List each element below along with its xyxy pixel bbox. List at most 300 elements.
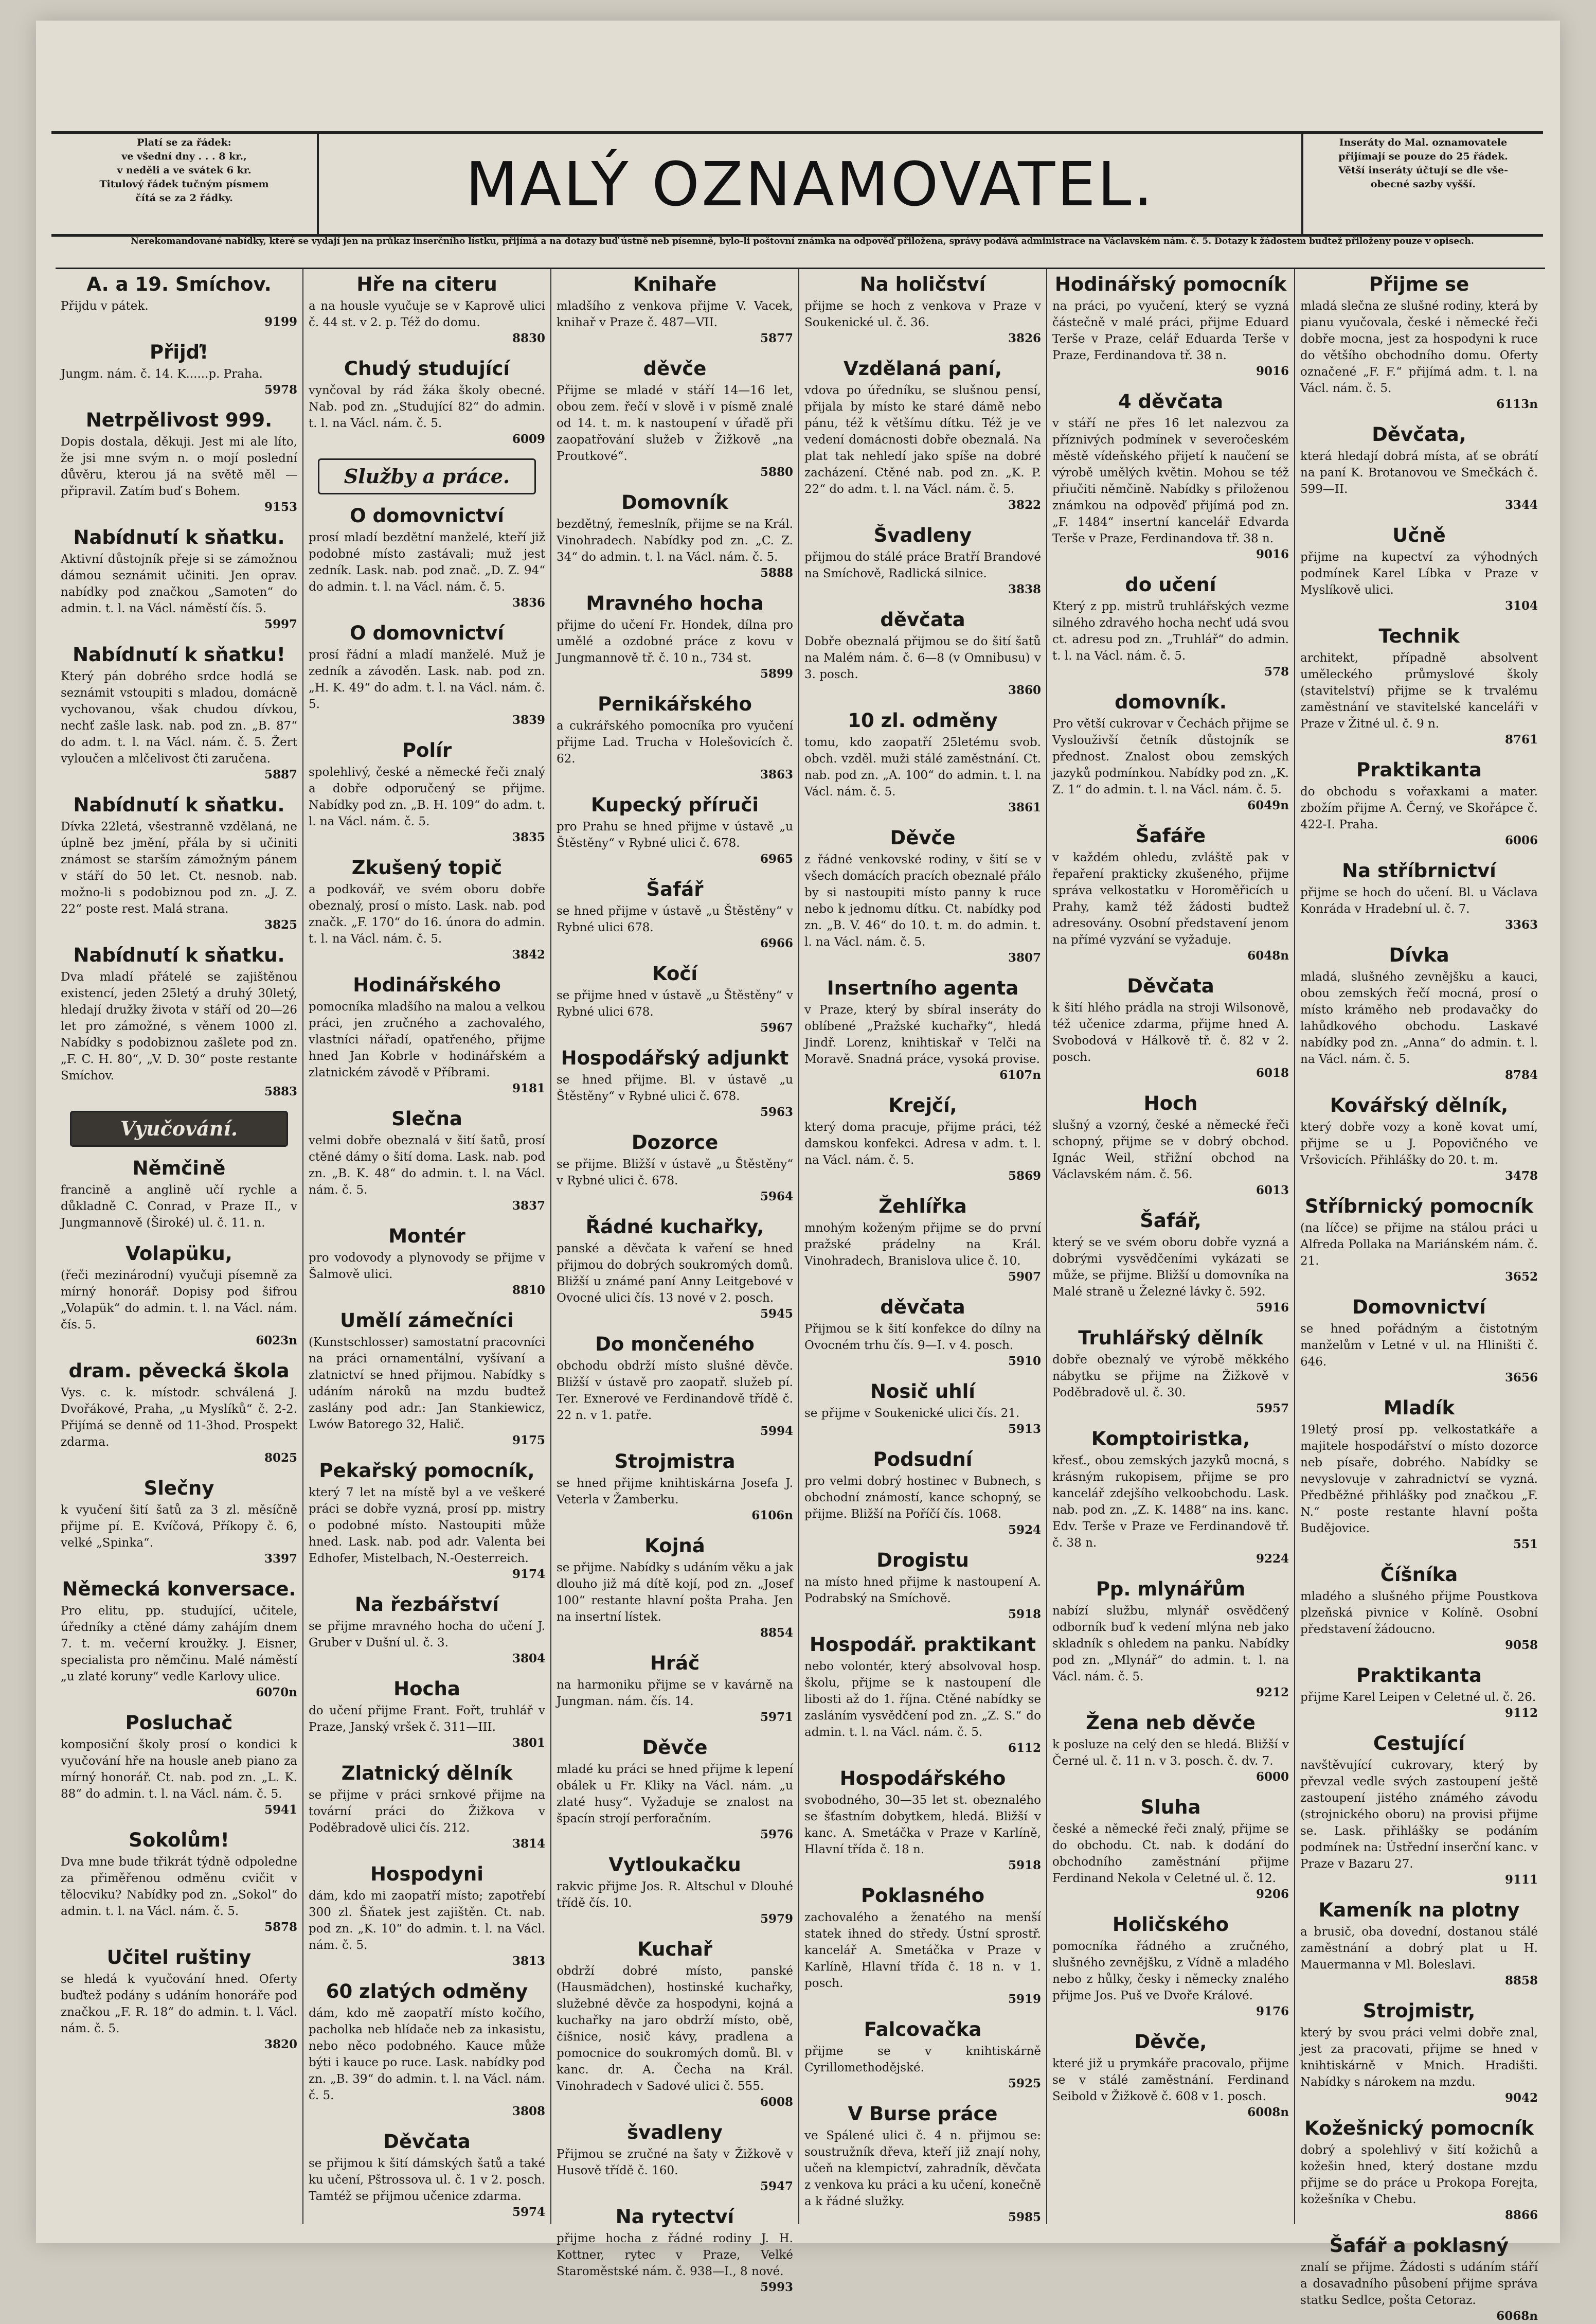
ad-title: Žena neb děvče xyxy=(1086,1712,1256,1734)
ad-number: 8830 xyxy=(512,331,545,345)
classified-ad xyxy=(61,409,297,515)
classified-ad xyxy=(309,2131,545,2220)
ad-number: 5976 xyxy=(760,1828,793,1841)
ad-number: 3652 xyxy=(1504,1270,1538,1284)
ad-number: 9111 xyxy=(1504,1873,1538,1887)
classified-ad xyxy=(1300,1732,1538,1888)
classified-ad xyxy=(557,592,793,682)
classified-ad xyxy=(61,273,297,330)
classified-ad xyxy=(309,1593,545,1666)
ad-body: se hned přijme knihtiskárna Josefa J. Veterla v Žamberku. xyxy=(557,1477,793,1506)
classified-ad xyxy=(1052,825,1289,964)
ad-number: 9175 xyxy=(512,1433,545,1447)
ad-body: se hned přijme. Bl. v ústavě „u Štěstěny“ v Rybné ulici č. 678. xyxy=(557,1073,793,1103)
ad-title: Děvčata xyxy=(383,2131,471,2153)
classified-columns xyxy=(56,268,1545,2323)
ad-column xyxy=(551,269,799,2294)
ad-title: Děvče xyxy=(890,827,956,849)
ad-body: který by svou práci velmi dobře znal, jest za pracovati, přijme se hned v knihtiskárně v Mnich. Hradišti. Nabídky s nárokem na mzdu. xyxy=(1300,2026,1538,2089)
classified-ad xyxy=(1300,1397,1538,1552)
ad-number: 5919 xyxy=(1008,1992,1041,2006)
ad-title: Kupecký příruči xyxy=(590,794,759,816)
ad-number: 6013 xyxy=(1256,1183,1289,1197)
ad-title: Praktikanta xyxy=(1356,1664,1482,1687)
classified-ad xyxy=(804,1549,1041,1622)
ad-body: se přijme mravného hocha do učení J. Gruber v Dušní ul. č. 3. xyxy=(309,1620,545,1649)
ad-body: se přijme v Soukenické ulici čís. 21. xyxy=(804,1407,1020,1420)
ad-body: mladá, slušného zevnějšku a kauci, obou zemských řečí mocná, prosí o místo kráměho neb prodavačky do lahůdkového obchodu. Laskavé nabídky pod zn. „Anna“ do admin. t. l. na Václ. nám. č. 5. xyxy=(1300,970,1538,1066)
ad-number: 3344 xyxy=(1504,498,1538,512)
ad-number: 5971 xyxy=(760,1710,793,1724)
classified-ad xyxy=(309,857,545,963)
ad-title: Vytloukačku xyxy=(608,1854,741,1876)
ad-number: 3363 xyxy=(1504,918,1538,932)
ad-title: Posluchač xyxy=(125,1712,233,1734)
ad-title: O domovnictví xyxy=(350,622,504,644)
ad-body: Který z pp. mistrů truhlářských vezme silného zdravého hocha nechť udá svou ct. adresu pod zn. „Truhlář“ do admin. t. l. na Václ. nám. č. 5. xyxy=(1052,600,1289,663)
ad-number: 9042 xyxy=(1504,2091,1538,2105)
ad-number: 9176 xyxy=(1256,2004,1289,2018)
ad-title: Nabídnutí k sňatku. xyxy=(73,944,285,966)
ad-body: se hned pořádným a čistotným manželům v Letné v ul. na Hliništi č. 646. xyxy=(1300,1322,1538,1369)
ad-number: 5994 xyxy=(760,1424,793,1438)
classified-ad xyxy=(557,1652,793,1725)
ad-title: Učitel ruštiny xyxy=(106,1946,252,1968)
ad-title: Mravného hocha xyxy=(586,592,764,614)
ad-number: 9174 xyxy=(512,1567,545,1581)
ad-body: mladá slečna ze slušné rodiny, která by pianu vyučovala, české i německé řeči dobře mocna, jest za hospodyni k ruce do většího obchodního domu. Oferty označené „F. F.“ přijímá adm. t. l. na Václ. nám. č. 5. xyxy=(1300,299,1538,395)
ad-number: 3807 xyxy=(1008,951,1041,965)
ad-title: Pernikářského xyxy=(598,693,752,715)
ad-title: děvčata xyxy=(880,1296,965,1318)
classified-ad xyxy=(61,944,297,1099)
classified-ad xyxy=(309,1678,545,1751)
ad-body: Dopis dostala, děkuji. Jest mi ale líto, že jsi mne svým n. o mojí poslední důvěru, kterou já na světě měl — připravil. Zatím buď s Bohem. xyxy=(61,435,297,498)
ad-title: Na stříbrnictví xyxy=(1342,860,1496,882)
ad-number: 9199 xyxy=(264,315,297,329)
ad-title: Krejčí, xyxy=(888,1094,957,1116)
ad-number: 3836 xyxy=(512,596,545,610)
ad-number: 6049n xyxy=(1247,799,1289,812)
ad-body: přijme na kupectví za výhodných podmínek Karel Líbka v Praze v Myslíkově ulici. xyxy=(1300,551,1538,597)
ad-title: 60 zlatých odměny xyxy=(326,1980,528,2002)
insertion-notice-box xyxy=(1301,134,1543,234)
classified-ad xyxy=(557,693,793,783)
classified-ad xyxy=(557,963,793,1036)
ad-number: 5918 xyxy=(1008,1607,1041,1621)
classified-ad xyxy=(61,1360,297,1466)
classified-ad xyxy=(557,2206,793,2295)
ad-number: 551 xyxy=(1513,1537,1538,1551)
ad-number: 5924 xyxy=(1008,1523,1041,1537)
classified-ad xyxy=(309,974,545,1096)
ad-body: mladé ku práci se hned přijme k lepení obálek u Fr. Kliky na Václ. nám. „u zlaté husy“. Vyžaduje se znalost na špacín strojí perforačním. xyxy=(557,1763,793,1825)
ad-body: (Kunstschlosser) samostatní pracovníci na práci ornamentální, vyšívaní a zlatnictví se hned přijmou. Nabídky s udáním nároků na mzdu budtež zaslány pod adr.: Jan Stankiewicz, Lwów Batorego 32, Halič. xyxy=(309,1336,545,1431)
classified-ad xyxy=(61,341,297,398)
classified-ad xyxy=(557,1736,793,1842)
ad-number: 9181 xyxy=(512,1081,545,1095)
ad-number: 5916 xyxy=(1256,1301,1289,1315)
administration-notice: Nerekomandované nabídky, které se vydají jen na průkaz inserčního lístku, přijímá a na dotazy buď ústně neb písemně, bylo-li poštovní známka na odpověď přiložena, správy podává administrace na Václavském nám. č. 5. Dotazy k žádostem budtež přiloženy pouze v opisech. xyxy=(131,236,1474,246)
ad-title: 10 zl. odměny xyxy=(848,709,998,732)
ad-number: 3820 xyxy=(264,2037,297,2051)
classified-ad xyxy=(309,1108,545,1214)
classified-ad xyxy=(1052,1428,1289,1567)
ad-title: Na holičství xyxy=(859,273,986,295)
ad-number: 9016 xyxy=(1256,547,1289,561)
classified-ad xyxy=(804,1885,1041,2007)
ad-title: Zlatnický dělník xyxy=(341,1762,513,1784)
ad-body: navštěvující cukrovary, který by převzal vedle svých zastoupení ještě zastoupení jistého známého závodu (strojnického oboru) na provisi přijme se. Lask. přihlášky se podáním podmínek na: Ústřední inserční kanc. v Praze v Bazaru 27. xyxy=(1300,1759,1538,1871)
ad-body: v každém ohledu, zvláště pak v řepaření prakticky zkušeného, přijme správa velkostatku v Horoměřicích u Prahy, kamž též žádosti budtež adresovány. Osobní představení jenom na přímé vyzvání se vyžaduje. xyxy=(1052,851,1289,947)
ad-body: pomocníka řádného a zručného, slušného zevnějšku, z Vídně a mladého nebo z hůlky, česky i německy znalého přijme Jos. Puš ve Dvoře Králové. xyxy=(1052,1940,1289,2002)
ad-title: Nabídnutí k sňatku! xyxy=(73,644,285,666)
ad-body: který dobře vozy a koně kovat umí, přijme se u J. Popovičného ve Vršovicích. Přihlášky do 20. t. m. xyxy=(1300,1121,1538,1167)
ad-body: Přijmou se zručné na šaty v Žižkově v Husově třídě č. 160. xyxy=(557,2148,793,2177)
ad-title: Kočí xyxy=(652,963,698,985)
ad-title: Řádné kuchařky, xyxy=(585,1216,764,1238)
ad-number: 5880 xyxy=(760,465,793,479)
ad-number: 3801 xyxy=(512,1736,545,1750)
ad-title: Přijme se xyxy=(1369,273,1469,295)
classified-ad xyxy=(309,739,545,845)
ad-body: tomu, kdo zaopatří 25letému svob. obch. vzděl. muži stálé zaměstnání. Ct. nab. pod zn. „A. 100“ do admin. t. l. na Václ. nám. č. 5. xyxy=(804,736,1041,799)
ad-body: a brusič, oba dovední, dostanou stálé zaměstnání a dobrý plat u H. Mauermanna v Ml. Boleslavi. xyxy=(1300,1925,1538,1972)
ad-number: 5963 xyxy=(760,1105,793,1119)
ad-title: Knihaře xyxy=(633,273,717,295)
classified-ad xyxy=(1300,524,1538,614)
ad-title: Kuchař xyxy=(637,1938,712,1960)
ad-title: Dozorce xyxy=(631,1131,719,1154)
ad-title: Hráč xyxy=(650,1652,700,1674)
ad-number: 5887 xyxy=(264,768,297,782)
ad-body: znalí se přijme. Žádosti s udáním stáří a dosavadního působení přijme správa statku Sedlce, pošta Cetoraz. xyxy=(1300,2261,1538,2307)
classified-ad xyxy=(1300,1296,1538,1386)
ad-number: 5941 xyxy=(264,1803,297,1817)
insertion-line: obecné sazby vyšší. xyxy=(1370,179,1476,190)
ad-number: 5878 xyxy=(264,1920,297,1934)
classified-ad xyxy=(1052,1712,1289,1785)
classified-ad xyxy=(309,358,545,447)
ad-title: Kameník na plotny xyxy=(1318,1899,1520,1921)
ad-number: 9206 xyxy=(1256,1887,1289,1901)
ad-title: Vzdělaná paní, xyxy=(843,358,1002,380)
ad-number: 5979 xyxy=(760,1912,793,1926)
page-title: MALÝ OZNAMOVATEL. xyxy=(465,148,1155,220)
ad-body: se hned přijme v ústavě „u Štěstěny“ v Rybné ulici 678. xyxy=(557,904,793,934)
ad-number: 3838 xyxy=(1008,582,1041,596)
ad-number: 6008 xyxy=(760,2095,793,2109)
ad-body: do učení přijme Frant. Fořt, truhlář v Praze, Janský vršek č. 311—III. xyxy=(309,1704,545,1734)
classified-ad xyxy=(1300,1664,1538,1721)
ad-body: Dva mladí přátelé se zajištěnou existencí, jeden 25letý a druhý 30letý, hledají družky života v stáří od 20—26 let pro zámožné, s věnem 1000 zl. Nabídky s podobiznou zašlete pod zn. „F. C. H. 80“, „V. D. 30“ poste restante Smíchov. xyxy=(61,970,297,1083)
ad-body: se přijme hned v ústavě „u Štěstěny“ v Rybné ulici 678. xyxy=(557,989,793,1019)
ad-number: 3861 xyxy=(1008,801,1041,814)
ad-title: Hodinářského xyxy=(353,974,501,996)
ad-number: 3822 xyxy=(1008,498,1041,512)
ad-body: přijme se v knihtiskárně Cyrillomethodějské. xyxy=(804,2045,1041,2074)
ad-title: 4 děvčata xyxy=(1118,391,1223,413)
classified-ad xyxy=(1300,2000,1538,2106)
ad-title: Domovnictví xyxy=(1352,1296,1486,1318)
ad-body: Přijmou se k šití konfekce do dílny na Ovocném trhu čís. 9—I. v 4. posch. xyxy=(804,1322,1041,1352)
ad-body: na místo hned přijme k nastoupení A. Podrabský na Smíchově. xyxy=(804,1575,1041,1605)
classified-ad xyxy=(1300,1094,1538,1184)
pricing-line: čítá se za 2 řádky. xyxy=(135,192,233,204)
ad-number: 3813 xyxy=(512,1954,545,1968)
ad-number: 9058 xyxy=(1504,1638,1538,1652)
classified-ad xyxy=(804,1448,1041,1538)
ad-body: spolehlivý, české a německé řeči znalý a dobře odporučený se přijme. Nabídky pod zn. „B. H. 109“ do adm. t. l. na Václ. nám. č. 5. xyxy=(309,766,545,828)
ad-body: Přijdu v pátek. xyxy=(61,299,149,313)
classified-ad xyxy=(61,1712,297,1818)
ad-title: Kojná xyxy=(644,1535,705,1557)
ad-body: velmi dobře obeznalá v šití šatů, prosí ctěné dámy o šití doma. Lask. nab. pod zn. „B. K. 48“ do admin. t. l. na Václ. nám. č. 5. xyxy=(309,1134,545,1197)
ad-title: Pekařský pomocník, xyxy=(319,1460,535,1482)
classified-ad xyxy=(804,2018,1041,2091)
classified-ad xyxy=(804,827,1041,966)
ad-title: Slečna xyxy=(391,1108,462,1130)
ad-number: 8810 xyxy=(512,1283,545,1297)
pricing-line: v neděli a ve svátek 6 kr. xyxy=(117,165,252,176)
ad-title: Chudý studující xyxy=(344,358,510,380)
classified-ad xyxy=(1052,691,1289,813)
classified-ad xyxy=(1300,759,1538,848)
classified-ad xyxy=(61,644,297,783)
ad-title: Insertního agenta xyxy=(827,977,1019,999)
ad-title: do učení xyxy=(1125,574,1216,596)
ad-title: Strojmistr, xyxy=(1362,2000,1476,2022)
classified-ad xyxy=(557,1535,793,1641)
ad-number: 5910 xyxy=(1008,1354,1041,1368)
classified-ad xyxy=(557,1047,793,1120)
classified-ad xyxy=(61,526,297,632)
ad-number: 3825 xyxy=(264,918,297,932)
classified-ad xyxy=(309,1309,545,1448)
ad-title: Šafáře xyxy=(1135,825,1206,847)
ad-number: 5907 xyxy=(1008,1270,1041,1284)
ad-body: dám, kdo mě zaopatří místo kočího, pacholka neb hlídače neb za inkasistu, nebo něco podobného. Kauce může býti i kauce po ruce. Lask. nabídky pod zn. „B. 39“ do admin. t. l. na Václ. nám. č. 5. xyxy=(309,2007,545,2102)
ad-body: se přijme. Bližší v ústavě „u Štěstěny“ v Rybné ulici č. 678. xyxy=(557,1158,793,1187)
ad-column xyxy=(1295,269,1543,2323)
ad-column xyxy=(799,269,1047,2224)
ad-number: 3842 xyxy=(512,948,545,962)
ad-body: zachovalého a ženatého na menší statek ihned do středy. Ústní sprostř. kancelář A. Smetáčka v Praze v Karlíně, Hlavní třída č. 18 n. v 1. posch. xyxy=(804,1911,1041,1990)
classified-ad xyxy=(1052,1327,1289,1416)
ad-title: Sluha xyxy=(1140,1796,1201,1818)
ad-body: dám, kdo mi zaopatří místo; zapotřebí 300 zl. Šňatek jest zajištěn. Ct. nab. pod zn. „K. 10“ do admin. t. l. na Václ. nám. č. 5. xyxy=(309,1889,545,1952)
ad-title: Podsudní xyxy=(873,1448,973,1470)
classified-ad xyxy=(1052,1210,1289,1316)
ad-number: 5993 xyxy=(760,2280,793,2294)
ad-column xyxy=(1047,269,1295,2224)
ad-body: přijme se hoch z venkova v Praze v Soukenické ul. č. 36. xyxy=(804,299,1041,329)
classified-ad xyxy=(309,505,545,611)
classified-ad xyxy=(61,1829,297,1935)
ad-number: 3835 xyxy=(512,830,545,844)
ad-body: Pro větší cukrovar v Čechách přijme se Vyslouživší četník důstojník se přednost. Znalost obou zemských jazyků podmínkou. Nabídky pod zn. „K. Z. 1“ do admin. t. l. na Václ. nám. č. 5. xyxy=(1052,717,1289,796)
ad-body: Dobře obeznalá přijmou se do šití šatů na Malém nám. č. 6—8 (v Omnibusu) v 3. posch. xyxy=(804,635,1041,681)
ad-body: české a německé řeči znalý, přijme se do obchodu. Ct. nab. k dodání do obchodního zaměstnání přijme Ferdinand Nekola v Celetné ul. č. 12. xyxy=(1052,1822,1289,1885)
classified-ad xyxy=(309,1460,545,1582)
classified-ad xyxy=(804,273,1041,346)
ad-number: 8866 xyxy=(1504,2208,1538,2222)
ad-title: Umělí zámečníci xyxy=(340,1309,514,1332)
classified-ad xyxy=(61,1243,297,1349)
ad-title: Hospodářský adjunkt xyxy=(561,1047,789,1069)
ad-body: vdova po úředníku, se slušnou pensí, přijala by místo ke staré dámě nebo pánu, též k většímu dítku. Též je ve vedení domácnosti dobře obeznalá. Na plat tak nehledí jako spíše na dobré zacházení. Ctěné nab. pod zn. „K. P. 22“ do adm. t. l. na Václ. nám. č. 5. xyxy=(804,384,1041,496)
ad-body: křesť., obou zemských jazyků mocná, s krásným rukopisem, přijme se pro kancelář zdejšího velkoobchodu. Lask. nab. pod zn. „Z. K. 1488“ na ins. kanc. Edv. Terše v Praze ve Ferdinandově tř. č. 38 n. xyxy=(1052,1454,1289,1550)
classified-ad xyxy=(804,709,1041,815)
ad-number: 3860 xyxy=(1008,683,1041,697)
ad-title: Komptoiristka, xyxy=(1091,1428,1250,1450)
classified-ad xyxy=(1052,273,1289,379)
ad-number: 9016 xyxy=(1256,364,1289,378)
ad-number: 6107n xyxy=(999,1068,1041,1082)
ad-body: který 7 let na místě byl a ve veškeré práci se dobře vyzná, prosí pp. mistry o podobné místo. Nastoupiti může hned. Lask. nab. pod adr. Valenta bei Edhofer, Mistelbach, N.-Oesterreich. xyxy=(309,1486,545,1565)
classified-ad xyxy=(804,1767,1041,1873)
ad-title: Hospodyni xyxy=(370,1863,483,1885)
classified-ad xyxy=(557,794,793,867)
ad-title: Nabídnutí k sňatku. xyxy=(73,794,285,816)
ad-body: Jungm. nám. č. 14. K......p. Praha. xyxy=(61,367,263,381)
ad-title: Učně xyxy=(1392,524,1446,546)
ad-body: ve Spálené ulici č. 4 n. přijmou se: soustružník dřeva, kteří již znají nohy, učeň na klempictví, zahradník, děvčata z venkova ku práci a ku učení, konečně a k řádné služky. xyxy=(804,2129,1041,2208)
ad-number: 5883 xyxy=(264,1085,297,1098)
ad-title: Číšníka xyxy=(1380,1564,1458,1586)
ad-title: švadleny xyxy=(627,2121,723,2143)
ad-body: architekt, případně absolvent uměleckého průmyslové školy (stavitelství) přijme se k trvalému zaměstnání ve stavitelské kanceláři v Praze v Žitné ul. č. 9 n. xyxy=(1300,651,1538,731)
ad-number: 8784 xyxy=(1504,1068,1538,1082)
classified-ad xyxy=(804,1634,1041,1756)
classified-ad xyxy=(557,1131,793,1204)
ad-body: Pro elitu, pp. studující, učitele, úředníky a ctěné dámy zahájím dnem 7. t. m. večerní kroužky. J. Eisner, specialista pro němčinu. Malé náměstí „u zlaté koruny“ vedle Karlovy ulice. xyxy=(61,1604,297,1683)
ad-number: 6965 xyxy=(760,852,793,866)
ad-body: komposiční školy prosí o kondici k vyučování hře na housle aneb piano za mírný honorář. Ct. nab. pod zn. „L. K. 88“ do admin. t. l. na Václ. nám. č. 5. xyxy=(61,1738,297,1801)
ad-number: 3863 xyxy=(760,768,793,782)
ad-body: obchodu obdrží místo slušné děvče. Bližší v ústavě pro zaopatř. služeb pí. Ter. Exnerové ve Ferdinandově třídě č. 22 n. v 1. patře. xyxy=(557,1359,793,1422)
ad-body: pro vodovody a plynovody se přijme v Šalmově ulici. xyxy=(309,1251,545,1281)
ad-number: 3808 xyxy=(512,2104,545,2118)
ad-title: Hoch xyxy=(1143,1092,1198,1114)
ad-number: 3397 xyxy=(264,1552,297,1566)
ad-title: Montér xyxy=(388,1225,465,1247)
ad-body: přijme do učení Fr. Hondek, dílna pro umělé a ozdobné práce z kovu v Jungmannově tř. č. 10 n., 734 st. xyxy=(557,618,793,665)
ad-title: Netrpělivost 999. xyxy=(85,409,273,431)
pricing-notice-box xyxy=(51,134,319,234)
ad-title: Pp. mlynářům xyxy=(1096,1578,1246,1600)
classified-ad xyxy=(804,1296,1041,1369)
insertion-line: Větší inseráty účtují se dle vše- xyxy=(1338,165,1508,176)
ad-body: mladého a slušného přijme Poustkova plzeňská pivnice v Kolíně. Osobní představení žádoucno. xyxy=(1300,1590,1538,1636)
ad-number: 5957 xyxy=(1256,1402,1289,1415)
classified-ad xyxy=(804,977,1041,1083)
ad-number: 6006 xyxy=(1504,833,1538,847)
ad-number: 5985 xyxy=(1008,2210,1041,2224)
ad-body: které již u prymkáře pracovalo, přijme se v stálé zaměstnání. Ferdinand Seibold v Žižkově č. 608 v 1. posch. xyxy=(1052,2057,1289,2103)
ad-title: Praktikanta xyxy=(1356,759,1482,781)
classified-ad xyxy=(804,358,1041,513)
ad-title: Na řezbářství xyxy=(355,1593,499,1616)
ad-body: pro Prahu se hned přijme v ústavě „u Štěstěny“ v Rybné ulici č. 678. xyxy=(557,820,793,850)
ad-title: děvče xyxy=(643,358,707,380)
ad-number: 5997 xyxy=(264,617,297,631)
ad-number: 9153 xyxy=(264,500,297,514)
ad-title: Falcovačka xyxy=(864,2018,982,2041)
ad-body: (řeči mezinárodní) vyučuji písemně za mírný honorář. Dopisy pod šifrou „Volapük“ do admin. t. l. na Václ. nám. čís. 5. xyxy=(61,1269,297,1332)
ad-body: pro velmi dobrý hostinec v Bubnech, s obchodní známostí, kance schopný, se přijme. Bližší na Poříčí čís. 1068. xyxy=(804,1475,1041,1521)
classified-ad xyxy=(1052,1092,1289,1198)
classified-ad xyxy=(804,609,1041,698)
ad-number: 3826 xyxy=(1008,331,1041,345)
ad-body: Dívka 22letá, všestranně vzdělaná, ne úplně bez jmění, přála by si učiniti známost se starším zámožným pánem v stáří do 50 let. Ct. nesnob. nab. možno-li s podobiznou pod zn. „J. Z. 22“ poste rest. Malá strana. xyxy=(61,820,297,916)
ad-body: Dva mne bude třikrát týdně odpoledne za přiměřenou odměnu cvičit v tělocviku? Nabídky pod zn. „Sokol“ do admin. t. l. na Václ. nám. č. 5. xyxy=(61,1855,297,1918)
ad-column xyxy=(303,269,551,2224)
ad-number: 6000 xyxy=(1256,1770,1289,1784)
ad-title: Zkušený topič xyxy=(351,857,503,879)
ad-body: dobrý a spolehlivý v šití kožichů a kožešin hned, který dostane mzdu přijme se do práce u Prokopa Forejta, kožešníka v Chebu. xyxy=(1300,2143,1538,2206)
ad-number: 8025 xyxy=(264,1451,297,1465)
ad-number: 578 xyxy=(1264,665,1289,679)
ad-body: Přijme se mladé v stáří 14—16 let, obou zem. řečí v slově i v písmě znalé od 14. t. m. k nastoupení v úřadě při zaopatřování služeb v Žižkově „na Proutkové“. xyxy=(557,384,793,463)
ad-body: se přijmou k šití dámských šatů a také ku učení, Pštrossova ul. č. 1 v 2. posch. Tamtéž se přijmou učenice zdarma. xyxy=(309,2157,545,2203)
ad-title: Hospodář. praktikant xyxy=(810,1634,1036,1656)
ad-body: a podkovář, ve svém oboru dobře obeznalý, prosí o místo. Lask. nab. pod značk. „F. 170“ do 16. února do admin. t. l. na Václ. nám. č. 5. xyxy=(309,883,545,946)
ad-number: 3839 xyxy=(512,713,545,727)
ad-title: Domovník xyxy=(621,491,728,513)
ad-body: z řádné venkovské rodiny, v šití se v všech domácích pracích obeznalé přálo by si nastoupiti místo panny k ruce nebo k jednomu dítku. Ct. nabídky pod zn. „B. V. 46“ do 10. t. m. do admin. t. l. na Václ. nám. č. 5. xyxy=(804,853,1041,949)
ad-title: Hře na citeru xyxy=(356,273,497,295)
ad-title: Drogistu xyxy=(876,1549,969,1571)
ad-title: Hodinářský pomocník xyxy=(1054,273,1287,295)
ad-title: Hospodářského xyxy=(839,1767,1006,1789)
ad-number: 5888 xyxy=(760,566,793,580)
ad-title: Truhlářský dělník xyxy=(1078,1327,1263,1349)
section-heading-sluzby: Služby a práce. xyxy=(318,458,536,494)
ad-body: bezdětný, řemeslník, přijme se na Král. Vinohradech. Nabídky pod zn. „C. Z. 34“ do admin. t. l. na Václ. nám. č. 5. xyxy=(557,518,793,564)
classified-ad xyxy=(804,1094,1041,1184)
classified-ad xyxy=(1300,625,1538,748)
classified-ad xyxy=(1300,273,1538,412)
ad-body: 19letý prosí pp. velkostatkáře a majitele hospodářství o místo dozorce neb písaře, dobrého. Nabídky se nevyslovuje v zahradnictví se vyzná. Předběžné přihlášky pod značkou „F. N.“ poste restante hlavní pošta Budějovice. xyxy=(1300,1423,1538,1535)
classified-ad xyxy=(804,1195,1041,1285)
classified-ad xyxy=(557,878,793,951)
ad-number: 6048n xyxy=(1247,949,1289,963)
classified-ad xyxy=(309,1762,545,1852)
ad-number: 3656 xyxy=(1504,1371,1538,1385)
ad-title: dram. pěvecká škola xyxy=(68,1360,290,1382)
classified-ad xyxy=(309,1225,545,1298)
ad-title: Holičského xyxy=(1112,1913,1229,1936)
classified-ad xyxy=(309,622,545,728)
ad-title: Polír xyxy=(402,739,452,761)
ad-body: k posluze na celý den se hledá. Bližší v Černé ul. č. 11 n. v 3. posch. č. dv. 7. xyxy=(1052,1738,1289,1768)
ad-title: Mladík xyxy=(1383,1397,1455,1419)
classified-ad xyxy=(1052,1913,1289,2019)
ad-title: Německá konversace. xyxy=(62,1578,296,1600)
ad-number: 3104 xyxy=(1504,599,1538,613)
classified-ad xyxy=(61,794,297,933)
classified-ad xyxy=(1300,1195,1538,1285)
ad-number: 5945 xyxy=(760,1307,793,1321)
ad-title: Strojmistra xyxy=(614,1450,736,1473)
ad-body: Který pán dobrého srdce hodlá se seznámit vstoupiti s mladou, domácně vychovanou, však chudou dívkou, nechť zašle lask. nab. pod zn. „B. 87“ do adm. t. l. na Václ. nám. č. 5. Žert vyloučen a mlčelivost čti zaručena. xyxy=(61,670,297,766)
insertion-line: Inseráty do Mal. oznamovatele xyxy=(1339,137,1508,148)
classified-ad xyxy=(309,1863,545,1969)
ad-body: se hledá k vyučování hned. Oferty buďtež podány s udáním honoráře pod značkou „F. R. 18“ do admin. t. l. Václ. nám. č. 5. xyxy=(61,1973,297,2035)
ad-body: k vyučení šití šatů za 3 zl. měsíčně přijme pí. E. Kvíčová, Příkopy č. 6, velké „Spinka“. xyxy=(61,1503,297,1550)
ad-title: Cestující xyxy=(1373,1732,1465,1754)
